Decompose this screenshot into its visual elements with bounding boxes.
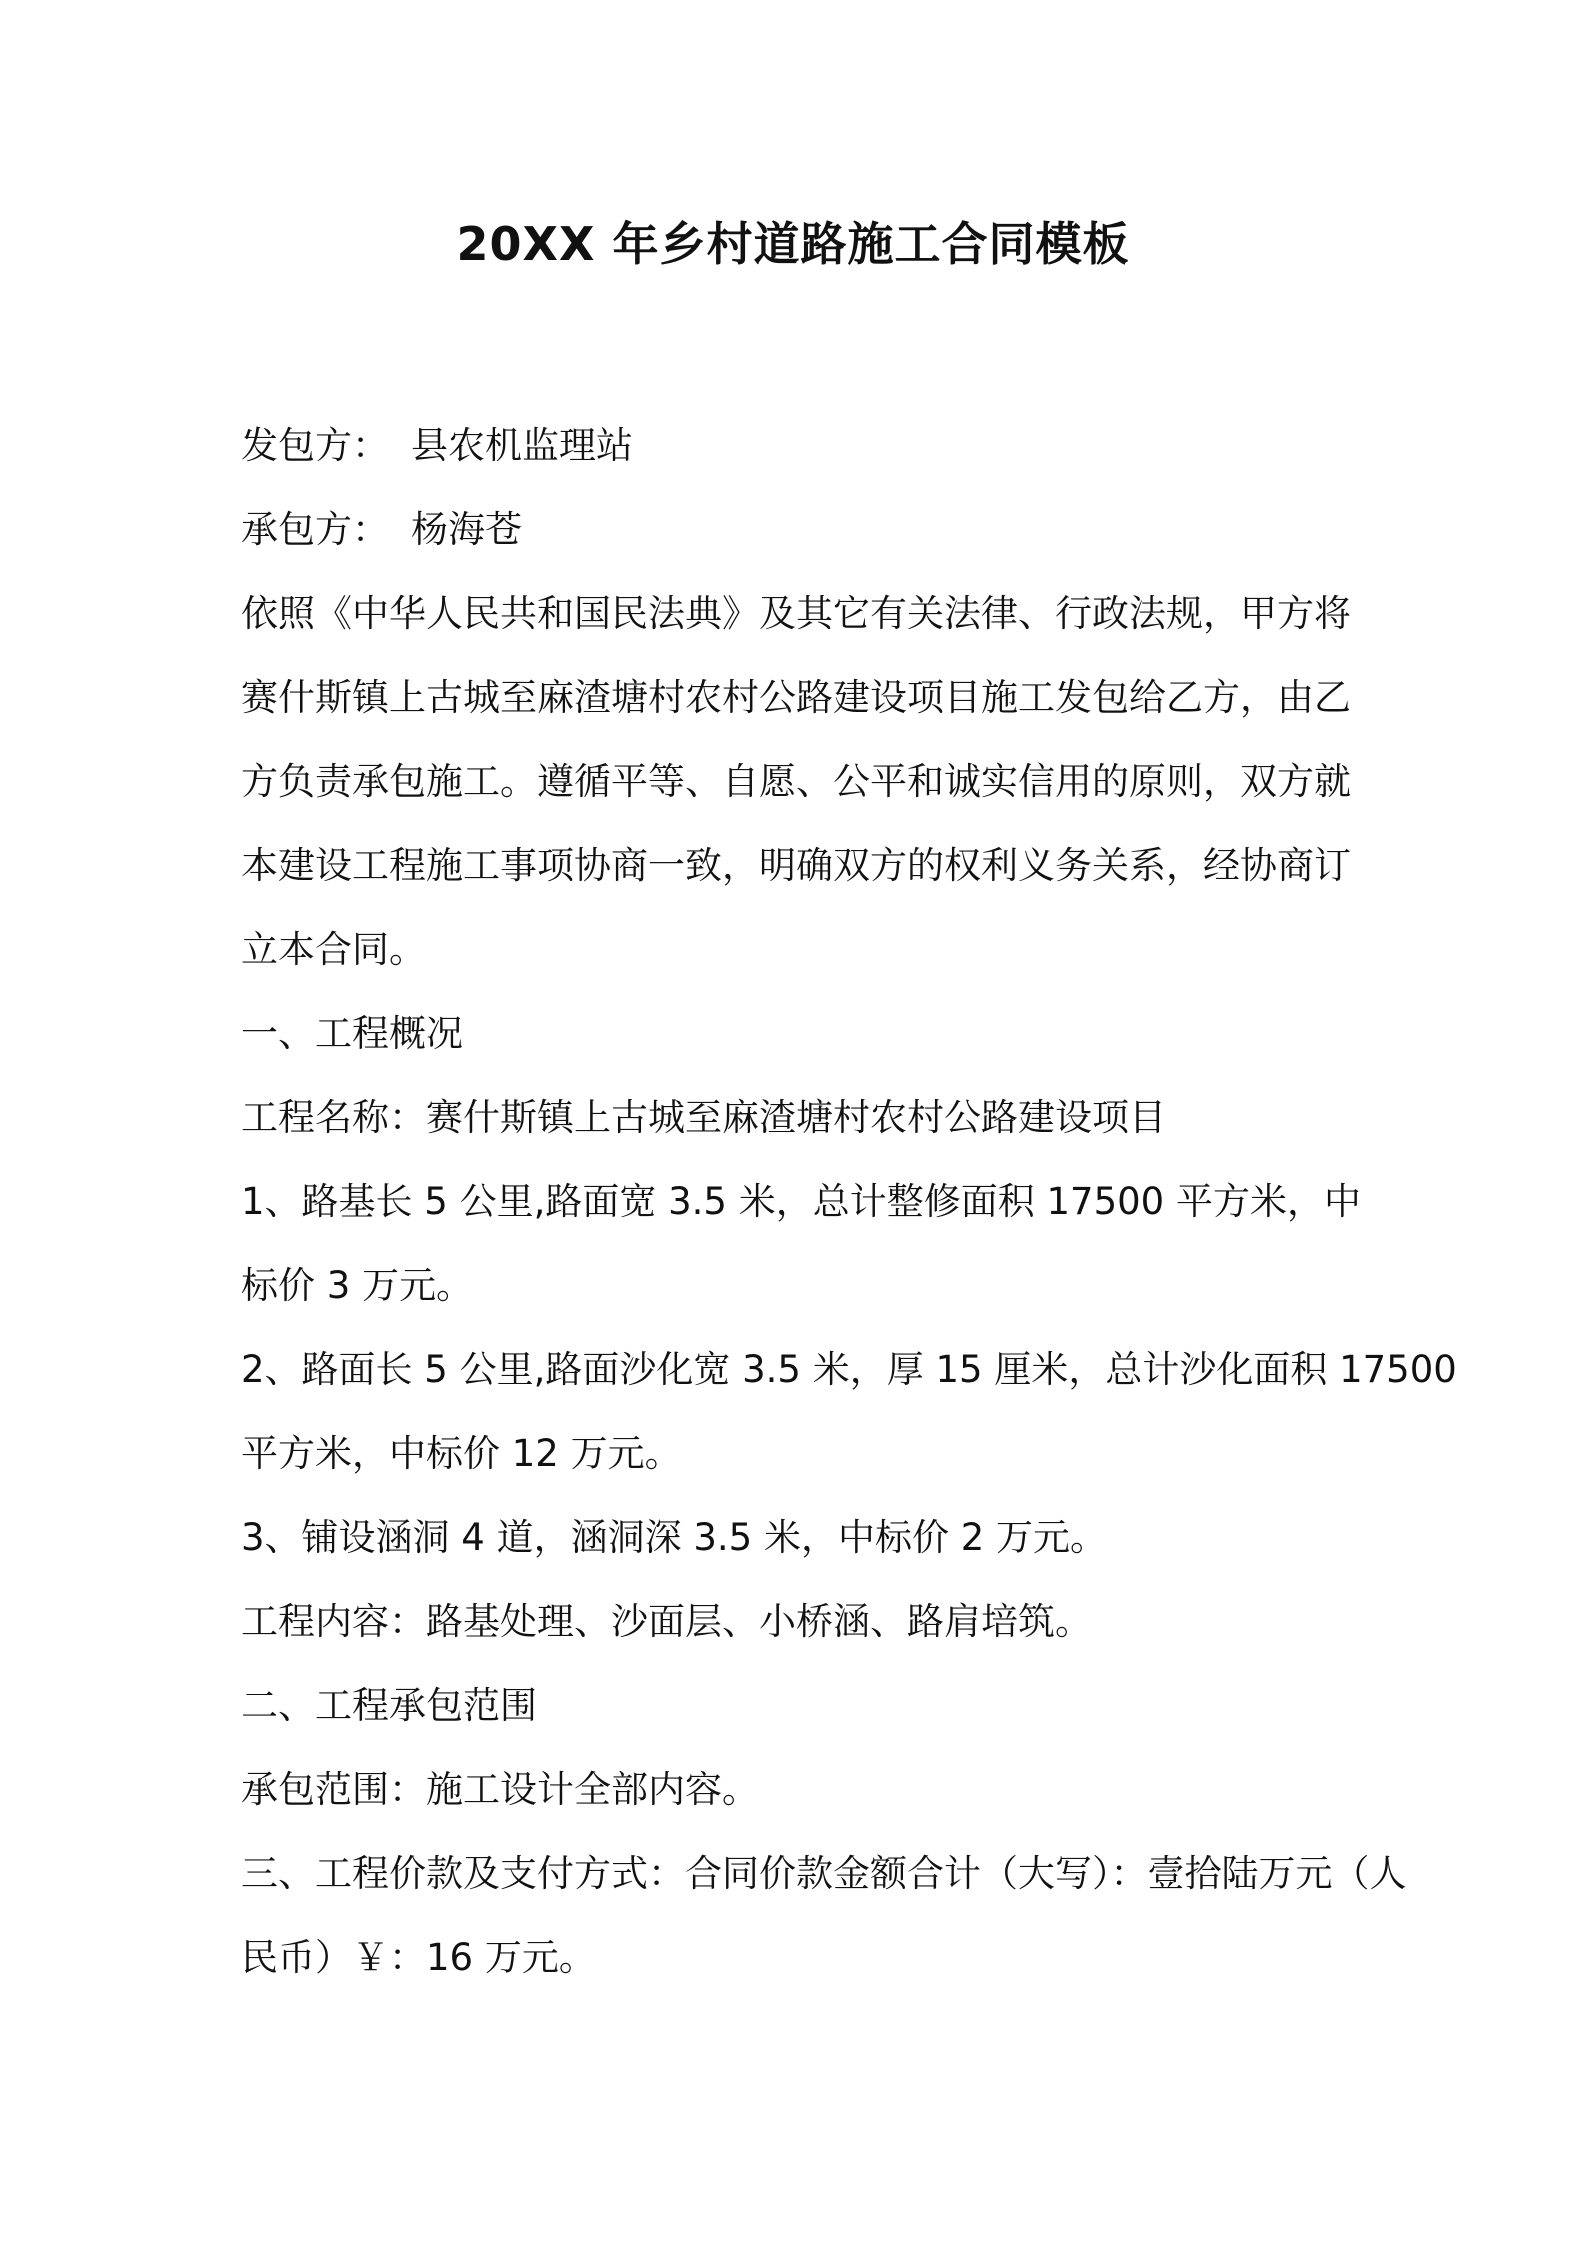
item3-line: 3、铺设涵洞 4 道，涵洞深 3.5 米，中标价 2 万元。: [241, 1516, 1108, 1559]
intro-line: 立本合同。: [241, 928, 426, 971]
intro-line: 本建设工程施工事项协商一致，明确双方的权利义务关系，经协商订: [241, 844, 1351, 887]
document-body: [241, 404, 1457, 2000]
project-content: 工程内容：路基处理、沙面层、小桥涵、路肩培筑。: [241, 1600, 1092, 1643]
item2-line: 平方米，中标价 12 万元。: [241, 1432, 682, 1475]
item2-line: 2、路面长 5 公里,路面沙化宽 3.5 米，厚 15 厘米，总计沙化面积 17500: [241, 1348, 1457, 1391]
intro-line: 方负责承包施工。遵循平等、自愿、公平和诚实信用的原则，双方就: [241, 760, 1351, 803]
intro-line: 赛什斯镇上古城至麻渣塘村农村公路建设项目施工发包给乙方，由乙: [241, 676, 1351, 719]
section1-heading: 一、工程概况: [241, 1012, 463, 1055]
project-name: 工程名称：赛什斯镇上古城至麻渣塘村农村公路建设项目: [241, 1096, 1166, 1139]
employer-value: 县农机监理站: [411, 424, 633, 467]
employer-line: [241, 404, 1361, 488]
section3-line: 三、工程价款及支付方式：合同价款金额合计（大写）：壹拾陆万元（人: [241, 1852, 1407, 1895]
employer-label: 发包方：: [241, 424, 389, 467]
section2-heading: 二、工程承包范围: [241, 1684, 537, 1727]
intro-line: 依照《中华人民共和国民法典》及其它有关法律、行政法规，甲方将: [241, 592, 1351, 635]
section3-line: 民币）￥：16 万元。: [241, 1936, 596, 1979]
item1-line: 标价 3 万元。: [241, 1264, 474, 1307]
scope-line: 承包范围：施工设计全部内容。: [241, 1768, 759, 1811]
contractor-label: 承包方：: [241, 508, 389, 551]
document-title: 20XX 年乡村道路施工合同模板: [456, 217, 1130, 271]
item1-line: 1、路基长 5 公里,路面宽 3.5 米，总计整修面积 17500 平方米，中: [241, 1180, 1361, 1223]
contractor-value: 杨海苍: [411, 508, 522, 551]
contractor-line: [241, 488, 1361, 572]
